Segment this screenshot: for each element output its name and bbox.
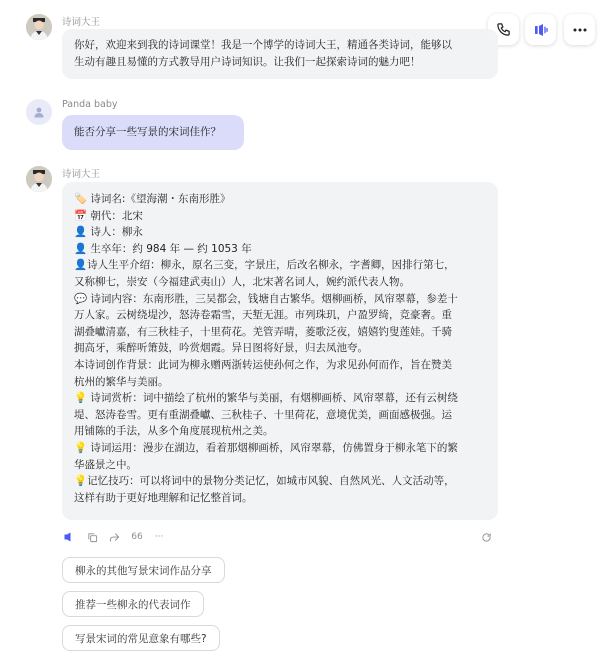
suggestion-label: 推荐一些柳永的代表词作	[75, 598, 191, 611]
share-button[interactable]	[107, 530, 121, 544]
more-actions-button[interactable]	[150, 530, 168, 544]
suggestion-chip[interactable]	[62, 625, 220, 651]
memory-tip-line: 💡记忆技巧：可以将词中的景物分类记忆，如城市风貌、自然风光、人文活动等，	[74, 475, 455, 488]
content-line: 湖叠巘清嘉，有三秋桂子，十里荷花。羌管弄晴，菱歌泛夜，嬉嬉钓叟莲娃。千骑	[74, 325, 452, 338]
memory-tip-line: 这样有助于更好地理解和记忆整首词。	[74, 491, 253, 504]
copy-button[interactable]	[85, 530, 99, 544]
usage-line: 💡 诗词运用：漫步在湖边，看着那烟柳画桥，风帘翠幕，仿佛置身于柳永笔下的繁	[74, 441, 458, 454]
sender-name: Panda baby	[62, 99, 118, 110]
bio-line: 又称柳七，崇安（今福建武夷山）人，北宋著名词人，婉约派代表人物。	[74, 275, 410, 288]
suggestion-chip[interactable]	[62, 591, 204, 617]
message-line: 你好，欢迎来到我的诗词课堂！我是一个博学的诗词大王，精通各类诗词，能够以	[74, 39, 452, 51]
appreciation-line: 💡 诗词赏析：词中描绘了杭州的繁华与美丽，有烟柳画桥、风帘翠幕，还有云树绕	[74, 392, 458, 405]
bot-avatar	[26, 14, 52, 40]
content-line: 💬 诗词内容：东南形胜，三吴都会，钱塘自古繁华。烟柳画桥，风帘翠幕，参差十	[74, 292, 458, 305]
bio-line: 👤诗人生平介绍：柳永，原名三变，字景庄，后改名柳永，字耆卿，因排行第七，	[74, 259, 455, 272]
poet-line: 👤 诗人：柳永	[74, 226, 143, 239]
regenerate-button[interactable]	[479, 530, 493, 544]
user-avatar-icon	[33, 106, 45, 118]
background-line: 杭州的繁华与美丽。	[74, 375, 169, 388]
phone-icon	[496, 22, 511, 37]
dynasty-line: 📅 朝代：北宋	[74, 209, 143, 222]
suggestion-chip[interactable]	[62, 557, 225, 583]
more-icon	[573, 28, 587, 32]
bot-message-bubble	[62, 29, 498, 79]
content-line: 拥高牙，乘醉听箫鼓，吟赏烟霞。异日图将好景，归去凤池夸。	[74, 342, 368, 355]
speaker-icon	[63, 531, 75, 543]
poem-title-line: 🏷️ 诗词名:《望海潮・东南形胜》	[74, 193, 231, 205]
user-avatar	[26, 99, 52, 125]
user-message-bubble	[62, 115, 244, 150]
usage-line: 华盛景之中。	[74, 458, 137, 471]
message-line: 生动有趣且易懂的方式教导用户诗词知识。让我们一起探索诗词的魅力吧！	[74, 56, 421, 68]
suggestion-label: 柳永的其他写景宋词作品分享	[75, 564, 212, 577]
sender-name: 诗词大王	[62, 169, 101, 180]
more-options-button[interactable]	[564, 14, 595, 45]
appreciation-line: 堤、怒涛卷雪。更有重湖叠巘、三秋桂子、十里荷花，意境优美，画面感极强。运	[74, 408, 452, 421]
appreciation-line: 用铺陈的手法，从多个角度展现杭州之美。	[74, 425, 274, 438]
quote-button[interactable]	[128, 530, 146, 544]
sender-name: 诗词大王	[62, 17, 101, 28]
voice-wave-icon	[533, 22, 549, 38]
background-line: 本诗词创作背景：此词为柳永赠两浙转运使孙何之作，为求见孙何而作，旨在赞美	[74, 358, 452, 371]
quote-icon: 66	[131, 532, 143, 542]
copy-icon	[87, 532, 98, 543]
more-icon: ···	[154, 532, 164, 542]
voice-button[interactable]	[525, 14, 556, 45]
content-line: 万人家。云树绕堤沙，怒涛卷霜雪，天堑无涯。市列珠玑，户盈罗绮，竞豪奢。重	[74, 309, 452, 322]
refresh-icon	[481, 532, 492, 543]
bot-avatar	[26, 166, 52, 192]
poet-avatar-icon	[26, 166, 52, 192]
message-line: 能否分享一些写景的宋词佳作？	[74, 126, 221, 138]
lifespan-line: 👤 生卒年：约 984 年 — 约 1053 年	[74, 242, 252, 255]
poet-avatar-icon	[26, 14, 52, 40]
share-icon	[109, 532, 120, 543]
bot-message-bubble	[62, 182, 498, 520]
suggestion-label: 写景宋词的常见意象有哪些?	[75, 632, 207, 645]
read-aloud-button[interactable]	[62, 530, 76, 544]
